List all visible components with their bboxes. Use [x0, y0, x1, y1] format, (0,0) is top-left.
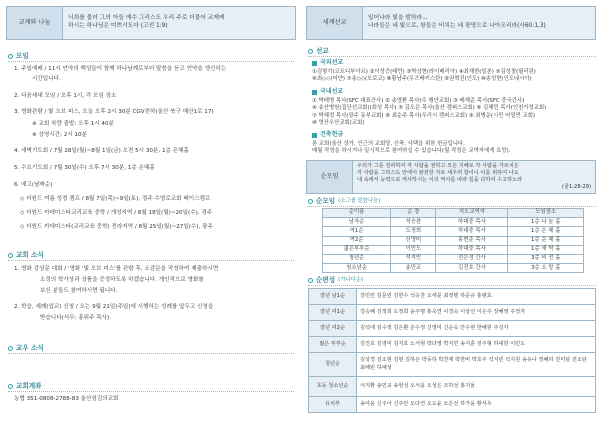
notice-item: ※ 교회 차량 출발: 오후 1시 40분: [32, 121, 114, 127]
table-row: [309, 321, 596, 337]
schedule-title: 순편성: [316, 276, 336, 284]
church-news-item: 1. 영화 감상문 대회 / '영화 '빛 오브 피스'를 관람 후, 소감문을 작성하여 제출하시면: [14, 266, 219, 272]
overseas-line: ⑥최◇◇(미얀) ⑦송◇◇(모로코) ⑧황남주(우즈베키스탄) ⑨권혁진(인도) ⑩송성현(인도네시아): [312, 76, 532, 83]
table-cell: 1층 나 눔 홀: [508, 218, 584, 227]
church-news-item: 2. 학습, 세례(입교) 신청 / 오는 9월 21일(주일)에 시행하는 성례를 앞두고 신청을: [14, 304, 214, 310]
domestic-line: ⑩ 영산우산교회(교회): [312, 119, 365, 126]
divider: [8, 353, 294, 354]
verse-box: [6, 6, 296, 40]
church-news-item: 받습니다(서무: 홍위주 목사).: [40, 315, 112, 321]
overseas-title: 국외선교: [320, 59, 344, 66]
table-row: [309, 397, 596, 413]
notice-item: 5. 수요기도회 / 7월 30일(수) 오후 7시 30분, 1층 은혜홀: [14, 165, 155, 171]
bullet-icon: [8, 346, 13, 351]
vision-line: 일어나라 빛을 발하라...: [368, 15, 428, 22]
table-cell: 1층 새 싹 홀: [508, 245, 584, 254]
small-group-verse-box: [306, 160, 596, 194]
table-row: [309, 305, 596, 321]
table-row: [309, 337, 596, 353]
table-row: [323, 227, 584, 236]
missions-header: [308, 47, 329, 56]
verse-label: 교제와 나눔: [7, 7, 63, 39]
column-header: 순 장: [391, 209, 436, 218]
notice-item: ◇ 더원드 여름 성경 캠프 / 8월 7일(목)~9일(토), 경주 수영로교회 베이스캠프: [20, 196, 211, 202]
table-cell: 석지빈: [391, 254, 436, 263]
notice-item: 시간입니다.: [32, 76, 61, 82]
bullet-icon: [308, 199, 313, 204]
table-cell: 1층 순 혜 홀: [508, 236, 584, 245]
small-group-header: [308, 197, 380, 206]
notice-item: ◇ 더원드 카데미스타(교리교육 중학) 전라지역 / 8월 25일(월)~27일(수), 광주: [20, 224, 213, 230]
right-page: [302, 0, 600, 424]
notice-header: [8, 52, 29, 61]
small-group-verse-line: 각 사람을 그리스도 안에서 완전한 자로 세우려 함이니 이를 위하여 나도: [357, 169, 519, 176]
table-cell: 하대중 목사: [436, 245, 508, 254]
table-cell: 신영미: [391, 236, 436, 245]
notice-item: 1. 주일예배 / 11시 언약의 백성들이 함께 하나님께로부터 말씀을 듣고 언약을 갱신하는: [14, 66, 227, 72]
table-cell: 청년순: [323, 254, 391, 263]
notice-item: 3. 영화관람 / 빛 오브 피스, 오늘 오후 2시 30분 CGV전하(울산 북구 매산1로 17): [14, 109, 214, 115]
table-header-row: [323, 209, 584, 218]
table-cell: 홍현준 목사: [436, 236, 508, 245]
group-name-cell: 장년 여2순: [309, 321, 357, 337]
verse-line: 하시는 하나님은 미쁘시도다 (고전 1:9): [68, 23, 168, 29]
account-header: [8, 382, 41, 391]
offering-block: [312, 131, 510, 156]
bullet-icon: [8, 253, 13, 258]
group-name-cell: 장년 남1순: [309, 289, 357, 305]
notice-item: 2. 다음세대 모임 / 오후 1시, 각 모임 장소: [14, 93, 117, 99]
table-cell: 젊은부부순: [323, 245, 391, 254]
table-cell: 1층 은 혜 홀: [508, 227, 584, 236]
offering-title: 건축헌금: [320, 131, 344, 138]
small-group-table: [322, 208, 584, 273]
bullet-icon: [312, 61, 317, 66]
members-cell: 강민빈 김문빈 김한수 석승찬 오세문 최정병 하준규 홍웬효: [357, 289, 596, 305]
divider: [308, 206, 596, 207]
offering-line: 매월 작정을 하시거나 일시적으로 참여하실 수 있습니다(월 작정은 교역자에게 요망).: [312, 148, 511, 155]
divider: [8, 61, 294, 62]
table-cell: 청소년순: [323, 264, 391, 273]
divider: [308, 285, 596, 286]
small-group-verse-label: 순모임: [307, 161, 353, 193]
schedule-header: [308, 276, 363, 285]
domestic-block: [312, 88, 546, 127]
church-news-header: [8, 251, 44, 260]
column-header: 지도교역자: [436, 209, 508, 218]
domestic-line: ⑦ 박혜정 목사(광주 동부교회) ⑧ 최순주 목사(우리시 캠퍼스교회) ⑨ 최병운(시민 어얼먼 교회): [312, 112, 536, 119]
table-cell: 하대중 목사: [436, 218, 508, 227]
group-name-cell: 청년순: [309, 353, 357, 377]
church-news-title: 교회 소식: [16, 251, 44, 259]
table-row: [309, 353, 596, 377]
bullet-icon: [308, 49, 313, 54]
column-header: 순이름: [323, 209, 391, 218]
divider: [8, 391, 294, 392]
schedule-table: [308, 288, 596, 413]
domestic-line: ④ 송산병원(집단선교회)(회성 목사) ⑤ 김도은 목사(울산 캠퍼스교회) ⑥ 김혜민 목사(인천가정교회): [312, 105, 547, 112]
offering-line: 본 교회(울산 상가, 인근의 교회당, 신축, 사택을 위한 헌금입니다.: [312, 141, 465, 148]
members-cell: 서지환 송민교 송현성 오서윤 오성은 조하성 홍지율: [357, 377, 596, 397]
table-cell: 송민교: [391, 264, 436, 273]
notice-item: 4. 새벽기도회 / 7월 28일(월)~8월 1일(금) 오전 5시 30분, 1층 은혜홀: [14, 148, 189, 154]
table-row: [323, 245, 584, 254]
bullet-icon: [8, 54, 13, 59]
small-group-verse-line: (골1:28-29): [561, 184, 591, 191]
overseas-line: ①김형기(코트디부아르) ②이성증(태만) ③박상현(라이베리아) ④최재한(일본) ⑤김성철(필리핀): [312, 69, 536, 76]
table-cell: 3층 비 전 홀: [508, 254, 584, 263]
small-group-verse-line: 내 속에서 능력으로 역사하시는 이의 역사를 따라 힘을 다하여 수고하노라: [357, 177, 523, 183]
table-cell: 김전호 간사: [436, 264, 508, 273]
bullet-icon: [312, 90, 317, 95]
table-row: [309, 377, 596, 397]
notice-item: ※ 상영시간: 2시 10분: [32, 132, 88, 138]
table-row: [323, 236, 584, 245]
members-cell: 송아윤 신주아 신주안 오다연 오도윤 오은선 하가윤 황서우: [357, 397, 596, 413]
table-cell: 3층 소 망 홀: [508, 264, 584, 273]
group-name-cell: 장년 여1순: [309, 305, 357, 321]
table-cell: 여1순: [323, 227, 391, 236]
divider: [308, 56, 596, 57]
table-cell: 남자순: [323, 218, 391, 227]
table-cell: 전은정 간사: [436, 254, 508, 263]
bullet-icon: [308, 278, 313, 283]
member-news-title: 교우 소식: [16, 344, 44, 352]
table-cell: 여2순: [323, 236, 391, 245]
group-name-cell: 유치부: [309, 397, 357, 413]
group-name-cell: 초등 청소년순: [309, 377, 357, 397]
bullet-icon: [312, 133, 317, 138]
members-cell: 김진호 김영미 김지호 노서현 박다영 박지민 송지훈 전주형 하대한 이민도: [357, 337, 596, 353]
verse-line: 너희를 불러 그의 아들 예수 그리스도 우리 주로 더불어 교제케: [68, 15, 225, 22]
table-cell: 석승찬: [391, 218, 436, 227]
notice-item: ◇ 더원드 카데미스타교리교육 중학 / 개성지역 / 8월 18일(월)~20일(수), 경주: [20, 210, 213, 216]
vision-line: 나라들은 네 빛으로, 왕들은 비치는 네 광명으로 나아오리라(사60:1,3): [368, 23, 546, 29]
church-news-item: 소정의 학가상과 상품을 증정하도록 하겠습니다. 개인적으로 영화를: [40, 277, 204, 283]
small-group-verse-line: 우리가 그를 전파하여 각 사람을 권하고 모든 지혜로 각 사람을 가르치은: [357, 162, 519, 169]
missions-title: 선교: [316, 47, 329, 55]
small-group-title: 순모임: [316, 197, 336, 205]
table-row: [323, 264, 584, 273]
divider: [8, 260, 294, 261]
column-header: 모임장소: [508, 209, 584, 218]
members-cell: 김석애 김수정 김은환 손수정 신영미 신순옥 안수현 한혜원 주성자: [357, 321, 596, 337]
account-title: 교회계좌: [16, 382, 42, 390]
group-name-cell: 젊은 부부순: [309, 337, 357, 353]
domestic-title: 국내선교: [320, 88, 344, 95]
church-news-item: 보신 분들도 참여하시면 됩니다.: [40, 288, 118, 294]
member-news-header: [8, 344, 44, 353]
table-row: [309, 289, 596, 305]
bullet-icon: [8, 384, 13, 389]
vision-label: 세계선교: [307, 7, 363, 39]
members-cell: 강승혜 김정희 도정희 윤주명 홍옥연 이경숙 이상선 이은주 장혜영 주정자: [357, 305, 596, 321]
table-row: [323, 218, 584, 227]
account-number: 농협 351-0808-2788-83 울산섬김의교회: [14, 396, 119, 402]
table-row: [323, 254, 584, 263]
notice-item: 6. 예고(날짜순): [14, 182, 53, 188]
schedule-subtitle: (가나다순): [338, 276, 364, 283]
domestic-line: ① 박태명 목사(SFC 대표간사) ② 송영환 목사(수 행안교회) ③ 배재준 목사(SFC 중국간사): [312, 98, 525, 105]
small-group-subtitle: (소그룹 말씀나눔): [338, 197, 381, 204]
overseas-block: [312, 59, 536, 84]
members-cell: 김상경 김소현 김현 김하은 박동하 박찬재 박한비 박호주 석지빈 석지원 송유나 정혜라 전미담 전소담 최해빈 하예성: [357, 353, 596, 377]
table-cell: 하대중 목사: [436, 227, 508, 236]
table-cell: 이민도: [391, 245, 436, 254]
notice-title: 모임: [16, 52, 29, 60]
table-cell: 도정희: [391, 227, 436, 236]
vision-box: [306, 6, 596, 40]
